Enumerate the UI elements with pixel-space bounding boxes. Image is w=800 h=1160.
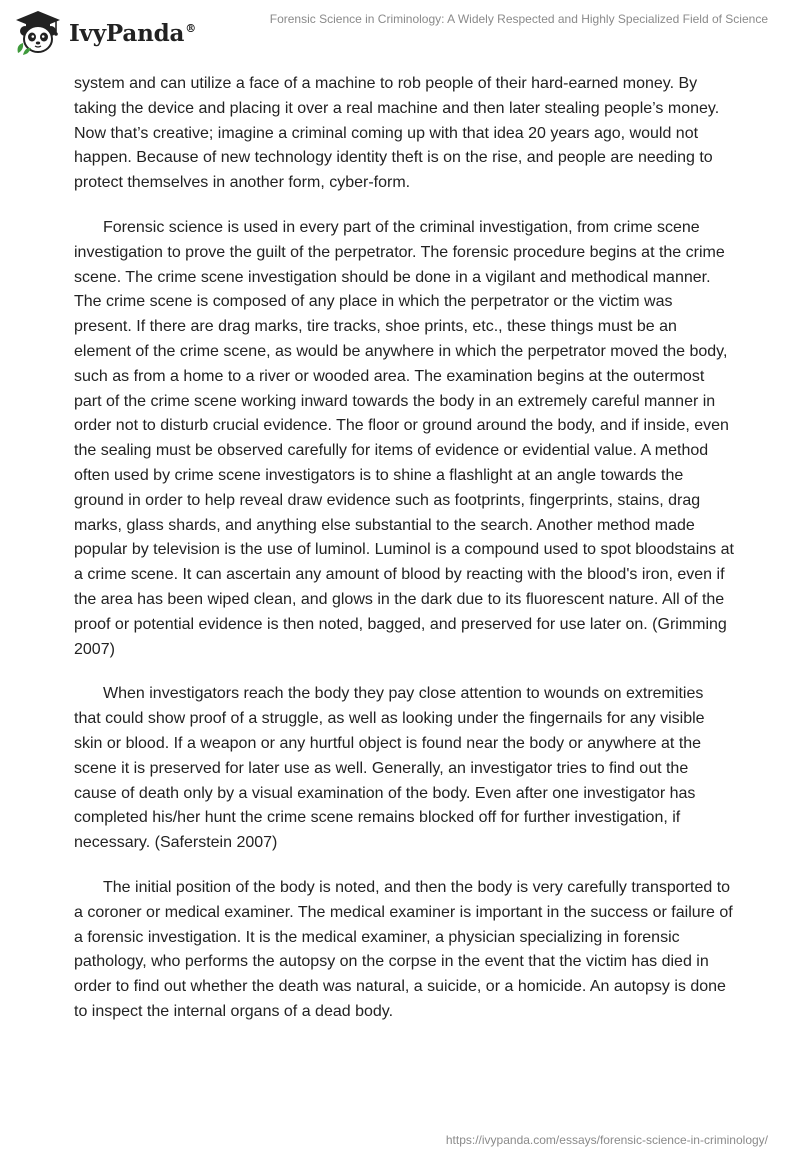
ivypanda-logo[interactable] — [14, 9, 196, 55]
brand-name — [69, 20, 196, 47]
registered-mark: ® — [185, 21, 196, 35]
document-title: Forensic Science in Criminology: A Widely Respected and Highly Specialized Field of Science — [269, 12, 768, 26]
paragraph-body-examination: When investigators reach the body they pay close attention to wounds on extremities that could show proof of a struggle, as well as looking under the fingernails for any visible skin or blood. If a weapon or any hurtful object is found near the body or anywhere at the scene it is preserved for later use as well. Generally, an investigator tries to find out the cause of death only by a visual examination of the body. Even after one investigator has completed his/her hunt the crime scene remains blocked off for further investigation, if necessary. (Saferstein 2007) — [74, 685, 705, 852]
paragraph-forensic-procedure: Forensic science is used in every part of the criminal investigation, from crime scene investigation to prove the guilt of the perpetrator. The forensic procedure begins at the crime scene. The crime scene investigation should be done in a vigilant and methodical manner. The crime scene is composed of any place in which the perpetrator or the victim was present. If there are drag marks, tire tracks, shoe prints, etc., these things must be an element of the crime scene, as would be anywhere in which the perpetrator moved the body, such as from a home to a river or wooded area. The examination begins at the outermost part of the crime scene working inward towards the body in an extremely careful manner in order not to disturb crucial evidence. The floor or ground around the body, and if inside, even the sealing must be observed carefully for items of evidence or evidential value. A method often used by crime scene investigators is to shine a flashlight at an angle towards the ground in order to help reveal draw evidence such as footprints, fingerprints, stains, drag marks, glass shards, and anything else substantial to the search. Another method made popular by television is the use of luminol. Luminol is a compound used to spot bloodstains at a crime scene. It can ascertain any amount of blood by reacting with the blood's iron, even if the area has been wiped clean, and glows in the dark due to its fluorescent nature. All of the proof or potential evidence is then noted, bagged, and preserved for use later on. (Grimming 2007) — [74, 218, 734, 658]
paragraph-continuation: system and can utilize a face of a machine to rob people of their hard-earned money. By taking the device and placing it over a real machine and then later stealing people’s money. Now that’s creative; imagine a criminal coming up with that idea 20 years ago, would not happen. Because of new technology identity theft is on the rise, and people are needing to protect themselves in another form, cyber-form. — [74, 75, 720, 192]
brand-name-text: IvyPanda — [69, 19, 185, 47]
graduation-cap-panda-icon — [14, 9, 62, 55]
paragraph-medical-examiner: The initial position of the body is noted, and then the body is very carefully transported to a coroner or medical examiner. The medical examiner is important in the success or failure of a forensic investigation. It is the medical examiner, a physician specializing in forensic pathology, who performs the autopsy on the corpse in the event that the victim has died in order to find out whether the death was natural, a suicide, or a homicide. An autopsy is done to inspect the internal organs of a dead body. — [74, 878, 733, 1020]
page-header — [0, 0, 800, 62]
essay-body — [74, 72, 734, 1045]
source-url[interactable]: https://ivypanda.com/essays/forensic-science-in-criminology/ — [445, 1133, 768, 1147]
